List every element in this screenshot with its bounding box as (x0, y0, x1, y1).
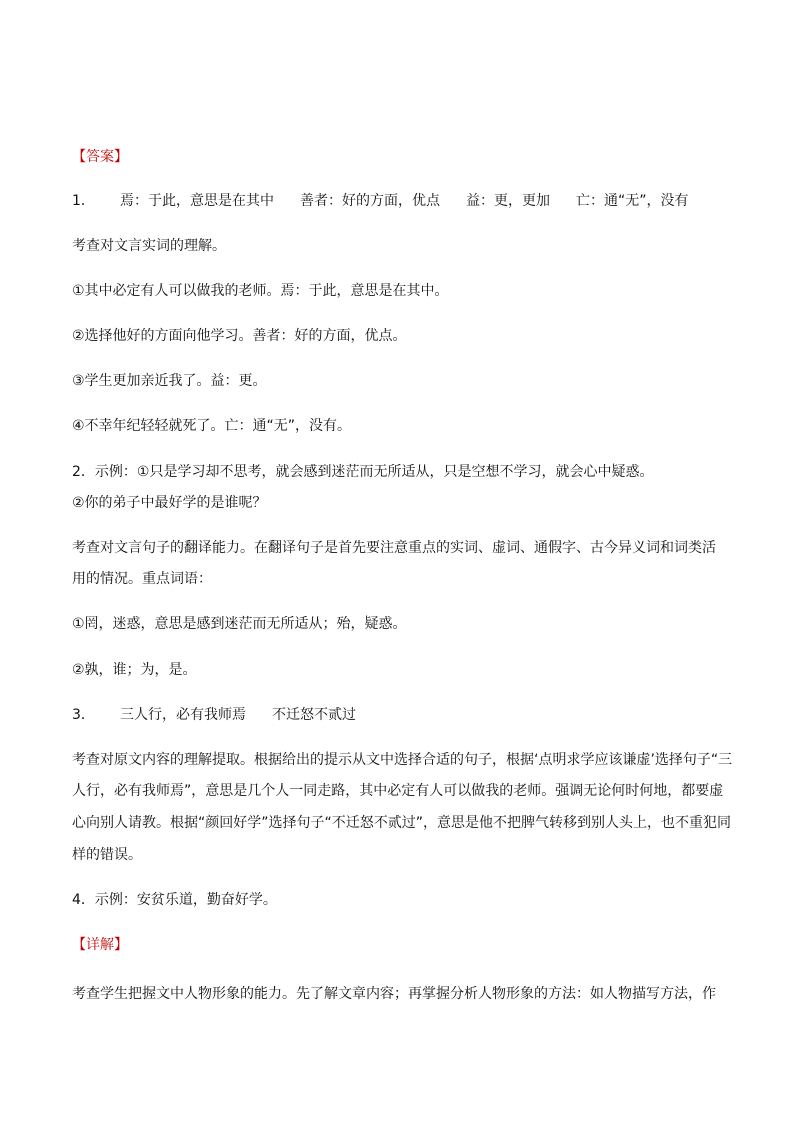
detail-line: 考查学生把握文中人物形象的能力。先了解文章内容；再掌握分析人物形象的方法：如人物描写方法，作 (72, 986, 716, 1002)
q2-point-1: ①罔，迷惑，意思是感到迷茫而无所适从；殆，疑惑。 (72, 616, 407, 632)
q1-point-4: ④不幸年纪轻轻就死了。亡：通“无”，没有。 (72, 418, 352, 434)
q1-item-1: 焉：于此，意思是在其中 (120, 193, 274, 209)
q3-item-2: 不迁怒不贰过 (272, 707, 356, 723)
q3-number: 3． (72, 707, 95, 723)
q3-answer-row (72, 706, 382, 724)
detail-header: 【详解】 (72, 937, 128, 953)
q1-point-2: ②选择他好的方面向他学习。善者：好的方面，优点。 (72, 328, 407, 344)
q1-explain: 考查对文言实词的理解。 (72, 238, 226, 254)
q3-explain-4: 样的错误。 (72, 847, 142, 863)
q1-item-3: 益：更，更加 (466, 193, 550, 209)
q1-point-1: ①其中必定有人可以做我的老师。焉：于此，意思是在其中。 (72, 283, 449, 299)
q1-number: 1． (72, 193, 95, 209)
q3-explain-1: 考查对原文内容的理解提取。根据给出的提示从文中选择合适的句子，根据‘点明求学应该谦虚’选择句子“三 (72, 752, 733, 768)
q2-explain-2: 用的情况。重点词语： (72, 571, 212, 587)
q1-item-4: 亡：通“无”，没有 (576, 193, 689, 209)
q1-item-2: 善者：好的方面，优点 (300, 193, 440, 209)
q3-explain-2: 人行，必有我师焉”，意思是几个人一同走路，其中必定有人可以做我的老师。强调无论何时何地，都要虚 (72, 783, 724, 799)
q2-answer-line-1: 2．示例：①只是学习却不思考，就会感到迷茫而无所适从，只是空想不学习，就会心中疑惑。 (72, 464, 654, 480)
q1-answer-row (72, 192, 715, 210)
q1-point-3: ③学生更加亲近我了。益：更。 (72, 373, 267, 389)
q2-point-2: ②孰，谁；为，是。 (72, 662, 197, 678)
q3-explain-3: 心向别人请教。根据“颜回好学”选择句子“不迁怒不贰过”，意思是他不把脾气转移到别人头上，也不重犯同 (72, 815, 732, 831)
answer-header: 【答案】 (72, 149, 128, 165)
q2-answer-line-2: ②你的弟子中最好学的是谁呢？ (72, 495, 267, 511)
q4-answer: 4．示例：安贫乐道，勤奋好学。 (72, 892, 277, 908)
q3-item-1: 三人行，必有我师焉 (120, 707, 246, 723)
q2-explain-1: 考查对文言句子的翻译能力。在翻译句子是首先要注意重点的实词、虚词、通假字、古今异义词和词类活 (72, 540, 716, 556)
